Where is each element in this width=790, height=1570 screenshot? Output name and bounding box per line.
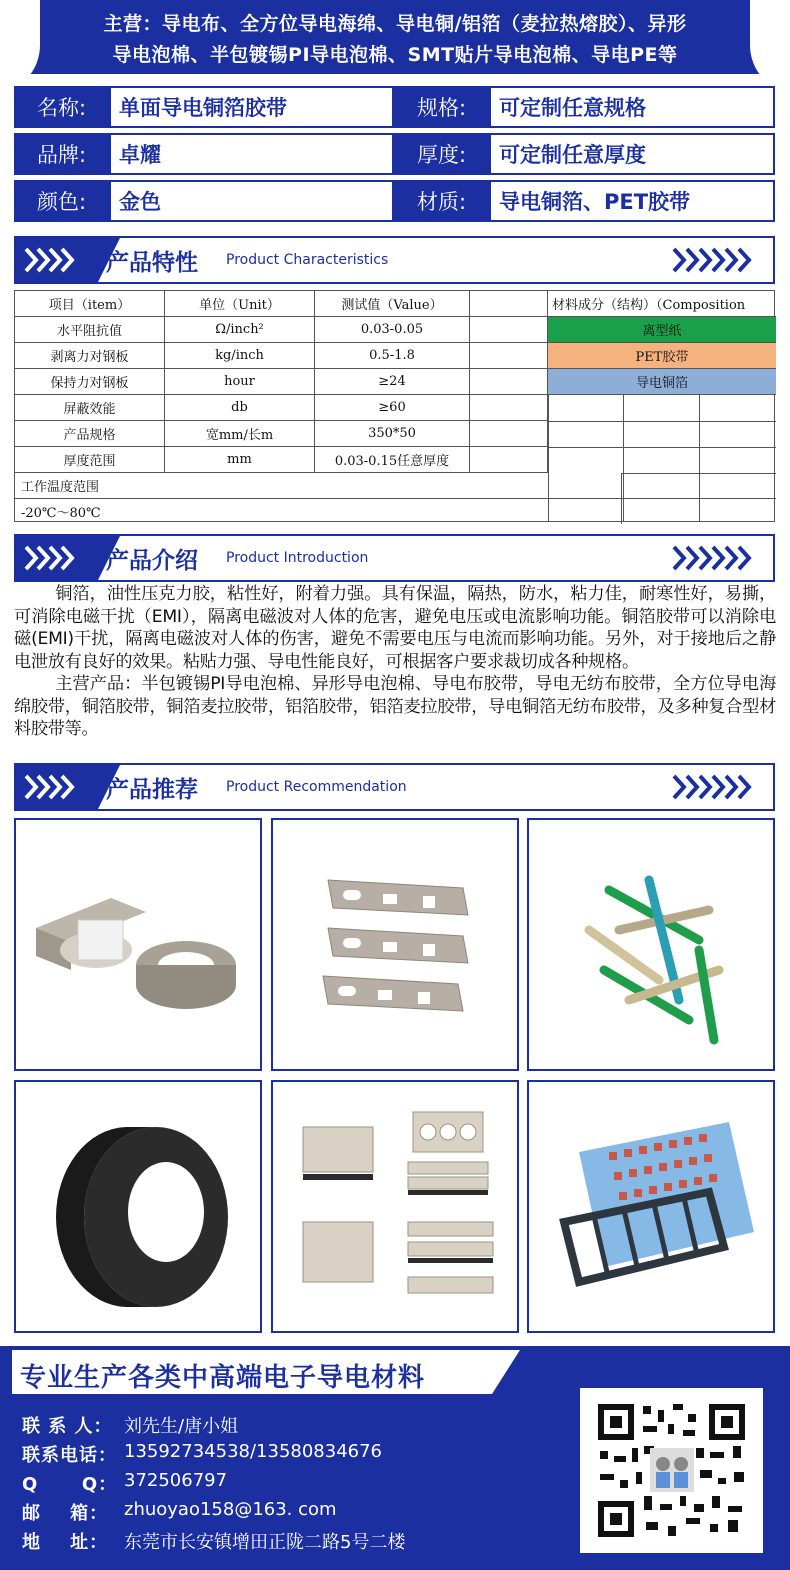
temp-value-row: -20℃～80℃ [15,498,622,524]
qr-code [580,1388,763,1553]
intro-paragraph: 主营产品：半包镀锡PI导电泡棉、异形导电泡棉、导电布胶带，导电无纺布胶带，全方位导电海绵胶带，铜箔胶带，铜箔麦拉胶带，铝箔胶带，铝箔麦拉胶带，导电铜箔无纺布胶带，及多种复合型材料胶带等。 [14,674,776,739]
foam-strips-image [529,820,773,1069]
spec-value: 金色 [109,180,394,222]
table-row [15,343,548,369]
spec-value: 卓耀 [109,133,394,175]
contact-row [22,1528,405,1554]
cell: Ω/inch² [165,317,315,343]
banner-line-2: 导电泡棉、半包镀锡PI导电泡棉、SMT贴片导电泡棉、导电PE等 [112,44,678,66]
contact-value[interactable]: zhuoyao158@163. com [124,1499,337,1520]
section-subtitle: Product Introduction [226,550,369,566]
cell: kg/inch [165,343,315,369]
spec-row [14,133,775,175]
header-cell [470,291,548,317]
header-cell: 单位（Unit） [165,291,315,317]
layer-pet-tape: PET胶带 [548,343,776,369]
header-cell: 测试值（Value） [315,291,470,317]
grid-line [622,498,776,499]
table-row [15,447,548,473]
product-image-black-tape[interactable] [14,1080,262,1333]
cell [470,343,548,369]
spec-row [14,180,775,222]
table-row [15,395,548,421]
slogan: 专业生产各类中高端电子导电材料 [20,1363,426,1393]
contact-value: 刘先生/唐小姐 [124,1416,239,1437]
grid-line [548,421,776,422]
contact-label: 地 址： [22,1532,109,1553]
contact-label: Q Q： [22,1474,118,1495]
cell [470,447,548,473]
smt-tray-image [529,1082,773,1331]
slogan-box [12,1350,492,1394]
table-row [15,369,548,395]
section-title: 产品介绍 [106,548,198,574]
spec-key: 品牌: [14,133,109,175]
chevrons-icon [22,544,82,572]
cell: 水平阻抗值 [15,317,165,343]
chevrons-icon [22,246,82,274]
grid-line [548,447,776,448]
spec-value: 可定制任意规格 [489,86,775,128]
composition-header: 材料成分（结构）（Composition [548,291,776,317]
chevrons-right-icon [670,545,765,571]
section-subtitle: Product Recommendation [226,779,407,795]
spec-table [14,86,775,227]
product-image-smt-tray[interactable] [527,1080,775,1333]
cell: hour [165,369,315,395]
contact-row [22,1412,238,1438]
cell: 0.5-1.8 [315,343,470,369]
grid-line [622,473,776,474]
product-image-tape-rolls[interactable] [14,818,262,1071]
cell: 宽mm/长m [165,421,315,447]
cell [470,317,548,343]
chevrons-icon [22,773,82,801]
contact-value: 东莞市长安镇增田正陇二路5号二楼 [124,1532,406,1553]
cell: 屏蔽效能 [15,395,165,421]
grid-column [624,395,700,521]
spec-key: 材质: [394,180,489,222]
section-subtitle: Product Characteristics [226,252,389,268]
foam-blocks-image [273,1082,517,1331]
table-row [15,421,548,447]
contact-value[interactable]: 13592734538/13580834676 [124,1441,383,1462]
top-banner [0,0,790,74]
section-tab [16,238,98,282]
spec-key: 名称: [14,86,109,128]
characteristics-table [14,290,775,522]
contact-label: 联 系 人： [22,1416,113,1437]
table-header-row [15,291,548,317]
spec-key: 规格: [394,86,489,128]
product-image-foam-strips[interactable] [527,818,775,1071]
section-tab [16,765,98,809]
grid-column [548,395,624,521]
grid-column [700,395,776,521]
intro-text [14,583,776,741]
cell: ≥60 [315,395,470,421]
section-header-introduction [14,534,775,582]
cell: 剥离力对钢板 [15,343,165,369]
contact-label: 邮 箱： [22,1503,109,1524]
section-header-recommendation [14,763,775,811]
cell [470,421,548,447]
qr-code-icon [588,1396,755,1545]
contact-row [22,1499,337,1525]
gaskets-image [273,820,517,1069]
intro-paragraph: 铜箔，油性压克力胶，粘性好，附着力强。具有保温，隔热，防水，粘力佳，耐寒性好，易撕，可消除电磁干扰（EMI），隔离电磁波对人体的危害，避免电压或电流影响功能。铜箔胶带可以消除电磁(EMI)干扰，隔离电磁波对人体的伤害，避免不需要电压与电流而影响功能。另外，对于接地后之静电泄放有良好的效果。粘贴力强、导电性能良好，可根据客户要求裁切成各种规格。 [14,584,776,672]
table-row [15,317,548,343]
layer-copper-foil: 导电铜箔 [548,369,776,395]
temp-label-row: 工作温度范围 [15,473,622,499]
chevrons-right-icon [670,774,765,800]
cell: mm [165,447,315,473]
banner-line-1: 主营：导电布、全方位导电海绵、导电铜/铝箔（麦拉热熔胶）、异形 [103,13,687,35]
cell: 保持力对钢板 [15,369,165,395]
tape-rolls-image [16,820,260,1069]
black-tape-image [16,1082,260,1331]
chevrons-right-icon [670,247,765,273]
contact-value: 372506797 [124,1470,228,1491]
cell: 0.03-0.15任意厚度 [315,447,470,473]
section-title: 产品特性 [106,250,198,276]
spec-row [14,86,775,128]
contact-label: 联系电话： [22,1445,117,1466]
layer-release-paper: 离型纸 [548,317,776,343]
spec-key: 颜色: [14,180,109,222]
spec-value: 单面导电铜箔胶带 [109,86,394,128]
spec-key: 厚度: [394,133,489,175]
spec-value: 导电铜箔、PET胶带 [489,180,775,222]
section-header-characteristics [14,236,775,284]
product-image-foam-blocks[interactable] [271,1080,519,1333]
cell: 0.03-0.05 [315,317,470,343]
section-tab [16,536,98,580]
contact-row [22,1441,382,1467]
cell: 350*50 [315,421,470,447]
product-image-gaskets[interactable] [271,818,519,1071]
spec-value: 可定制任意厚度 [489,133,775,175]
section-title: 产品推荐 [106,777,198,803]
cell: ≥24 [315,369,470,395]
cell: 厚度范围 [15,447,165,473]
cell [470,369,548,395]
cell: 产品规格 [15,421,165,447]
contact-row [22,1470,227,1496]
header-cell: 项目（item） [15,291,165,317]
cell [470,395,548,421]
cell: db [165,395,315,421]
